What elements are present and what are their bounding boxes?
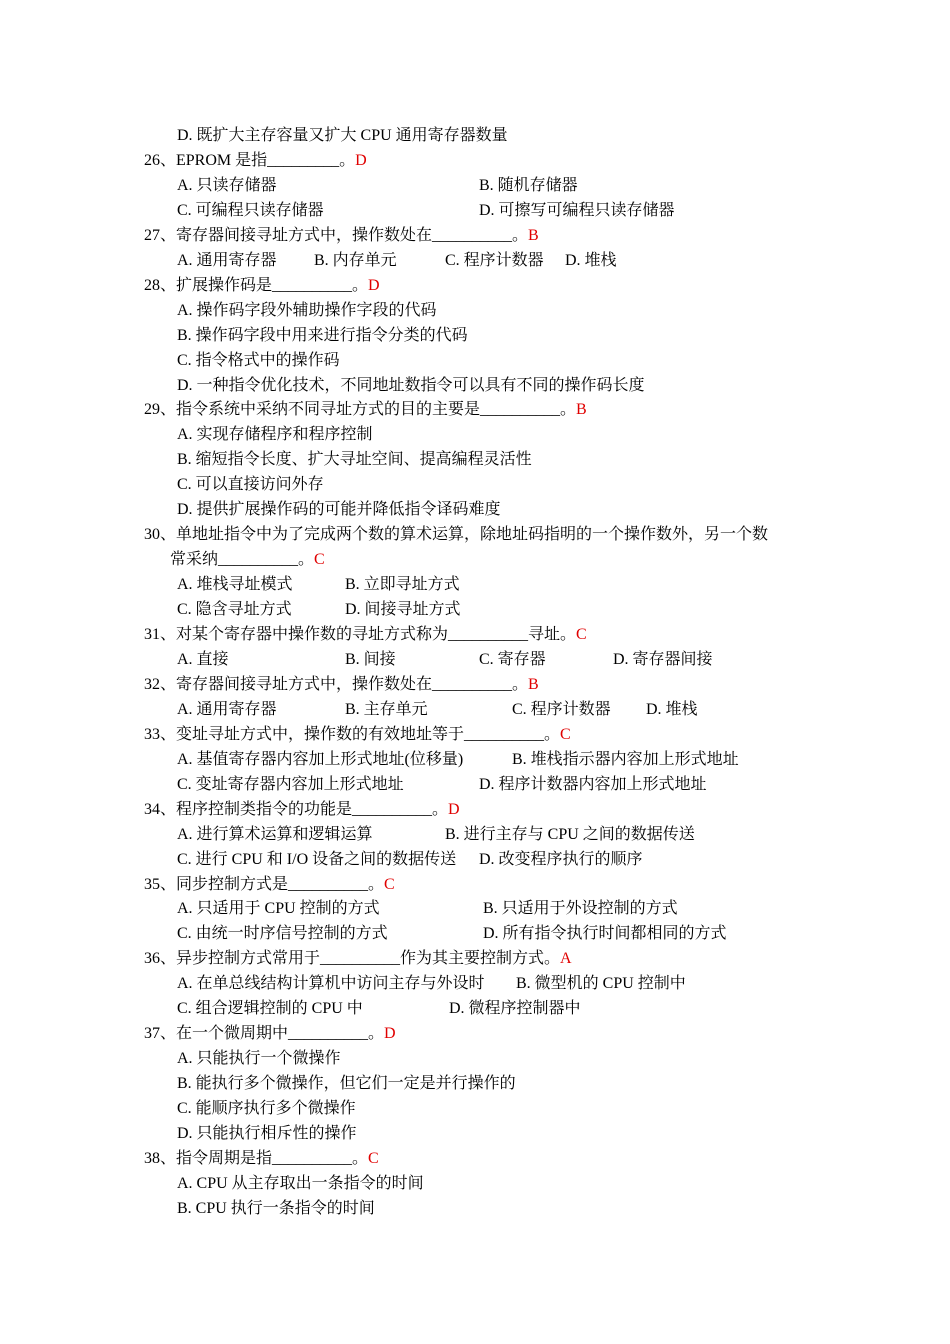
answer-option: D. 只能执行相斥性的操作 (177, 1125, 357, 1142)
answer-option: D. 微程序控制器中 (449, 1000, 581, 1017)
question-suffix: 。 (352, 1150, 369, 1167)
answer-option: D. 间接寻址方式 (345, 601, 461, 618)
fill-blank: __________ (448, 626, 529, 643)
answer-option: C. 由统一时序信号控制的方式 (177, 925, 388, 942)
question-suffix: 。 (298, 551, 315, 568)
answer-option: B. 间接 (345, 651, 396, 668)
answer-key: D (355, 152, 367, 169)
answer-option: D. 既扩大主存容量又扩大 CPU 通用寄存器数量 (177, 127, 508, 144)
question-text: 38、指令周期是指 (144, 1150, 273, 1167)
question-line (144, 673, 539, 697)
question-text: 35、同步控制方式是 (144, 876, 289, 893)
question-line (144, 224, 539, 248)
fill-blank: __________ (272, 277, 353, 294)
answer-option: A. 只适用于 CPU 控制的方式 (177, 900, 380, 917)
answer-option: B. 只适用于外设控制的方式 (483, 900, 678, 917)
answer-option: A. 进行算术运算和逻辑运算 (177, 826, 373, 843)
answer-key: C (576, 626, 587, 643)
answer-option: C. 寄存器 (479, 651, 546, 668)
answer-key: C (560, 726, 571, 743)
question-line (144, 723, 571, 747)
fill-blank: __________ (272, 1150, 353, 1167)
answer-option: B. 操作码字段中用来进行指令分类的代码 (177, 327, 468, 344)
question-text: 36、异步控制方式常用于 (144, 950, 321, 967)
answer-option: B. CPU 执行一条指令的时间 (177, 1200, 375, 1217)
question-line (144, 149, 367, 173)
answer-option: B. 微型机的 CPU 控制中 (516, 975, 686, 992)
answer-option: B. 缩短指令长度、扩大寻址空间、提高编程灵活性 (177, 451, 532, 468)
answer-option: A. 操作码字段外辅助操作字段的代码 (177, 302, 437, 319)
question-line (144, 873, 395, 897)
answer-key: B (576, 401, 587, 418)
question-line (144, 1022, 396, 1046)
answer-option: D. 所有指令执行时间都相同的方式 (483, 925, 727, 942)
question-line (144, 274, 380, 298)
answer-option: C. 指令格式中的操作码 (177, 352, 340, 369)
answer-key: B (528, 227, 539, 244)
question-text: 31、对某个寄存器中操作数的寻址方式称为 (144, 626, 449, 643)
answer-key: D (448, 801, 460, 818)
answer-option: A. 只能执行一个微操作 (177, 1050, 341, 1067)
answer-key: C (368, 1150, 379, 1167)
answer-option: C. 变址寄存器内容加上形式地址 (177, 776, 404, 793)
question-line (144, 623, 587, 647)
question-line (144, 523, 768, 547)
answer-option: A. 通用寄存器 (177, 701, 277, 718)
answer-option: D. 改变程序执行的顺序 (479, 851, 643, 868)
answer-option: B. 进行主存与 CPU 之间的数据传送 (445, 826, 695, 843)
answer-option: B. 立即寻址方式 (345, 576, 460, 593)
question-text: 37、在一个微周期中 (144, 1025, 289, 1042)
answer-option: C. 组合逻辑控制的 CPU 中 (177, 1000, 363, 1017)
question-suffix: 作为其主要控制方式。 (400, 950, 561, 967)
question-text: 32、寄存器间接寻址方式中，操作数处在 (144, 676, 433, 693)
question-suffix: 。 (339, 152, 356, 169)
fill-blank: __________ (480, 401, 561, 418)
answer-option: B. 能执行多个微操作，但它们一定是并行操作的 (177, 1075, 516, 1092)
answer-option: A. 直接 (177, 651, 229, 668)
answer-option: A. 通用寄存器 (177, 252, 277, 269)
answer-option: C. 能顺序执行多个微操作 (177, 1100, 356, 1117)
question-line (144, 1147, 379, 1171)
answer-option: A. 堆栈寻址模式 (177, 576, 293, 593)
answer-option: B. 随机存储器 (479, 177, 578, 194)
fill-blank: __________ (352, 801, 433, 818)
question-text: 33、变址寻址方式中，操作数的有效地址等于 (144, 726, 465, 743)
question-text: 26、EPROM 是指 (144, 152, 268, 169)
answer-option: B. 堆栈指示器内容加上形式地址 (512, 751, 739, 768)
answer-option: A. CPU 从主存取出一条指令的时间 (177, 1175, 424, 1192)
question-line (144, 398, 587, 422)
question-suffix: 。 (512, 676, 529, 693)
question-suffix: 。 (544, 726, 561, 743)
answer-option: D. 一种指令优化技术，不同地址数指令可以具有不同的操作码长度 (177, 377, 645, 394)
answer-option: D. 堆栈 (646, 701, 698, 718)
answer-option: A. 只读存储器 (177, 177, 277, 194)
fill-blank: __________ (320, 950, 401, 967)
answer-option: C. 程序计数器 (445, 252, 544, 269)
answer-option: A. 在单总线结构计算机中访问主存与外设时 (177, 975, 485, 992)
answer-key: D (384, 1025, 396, 1042)
question-suffix: 。 (432, 801, 449, 818)
answer-key: D (368, 277, 380, 294)
answer-option: D. 提供扩展操作码的可能并降低指令译码难度 (177, 501, 501, 518)
answer-key: C (384, 876, 395, 893)
question-line (144, 947, 572, 971)
question-suffix: 。 (368, 1025, 385, 1042)
question-continuation (170, 548, 325, 572)
fill-blank: __________ (288, 1025, 369, 1042)
fill-blank: __________ (218, 551, 299, 568)
question-text: 29、指令系统中采纳不同寻址方式的目的主要是 (144, 401, 481, 418)
answer-option: A. 基值寄存器内容加上形式地址(位移量) (177, 751, 464, 768)
question-text: 28、扩展操作码是 (144, 277, 273, 294)
fill-blank: __________ (432, 227, 513, 244)
fill-blank: __________ (288, 876, 369, 893)
answer-key: C (314, 551, 325, 568)
answer-key: A (560, 950, 572, 967)
question-suffix: 。 (512, 227, 529, 244)
question-text: 27、寄存器间接寻址方式中，操作数处在 (144, 227, 433, 244)
answer-option: C. 程序计数器 (512, 701, 611, 718)
question-suffix: 寻址。 (528, 626, 577, 643)
question-text: 常采纳 (170, 551, 219, 568)
answer-option: D. 堆栈 (565, 252, 617, 269)
answer-option: C. 隐含寻址方式 (177, 601, 292, 618)
question-text: 34、程序控制类指令的功能是 (144, 801, 353, 818)
answer-option: D. 寄存器间接 (613, 651, 713, 668)
question-suffix: 。 (368, 876, 385, 893)
answer-option: A. 实现存储程序和程序控制 (177, 426, 373, 443)
question-line (144, 798, 460, 822)
answer-option: C. 可以直接访问外存 (177, 476, 324, 493)
answer-key: B (528, 676, 539, 693)
question-text: 30、单地址指令中为了完成两个数的算术运算，除地址码指明的一个操作数外，另一个数 (144, 526, 769, 543)
answer-option: D. 可擦写可编程只读存储器 (479, 202, 675, 219)
answer-option: B. 内存单元 (314, 252, 397, 269)
fill-blank: __________ (432, 676, 513, 693)
answer-option: C. 进行 CPU 和 I/O 设备之间的数据传送 (177, 851, 457, 868)
fill-blank: __________ (464, 726, 545, 743)
answer-option: B. 主存单元 (345, 701, 428, 718)
question-suffix: 。 (560, 401, 577, 418)
question-suffix: 。 (352, 277, 369, 294)
answer-option: C. 可编程只读存储器 (177, 202, 324, 219)
answer-option: D. 程序计数器内容加上形式地址 (479, 776, 707, 793)
fill-blank: _________ (267, 152, 340, 169)
